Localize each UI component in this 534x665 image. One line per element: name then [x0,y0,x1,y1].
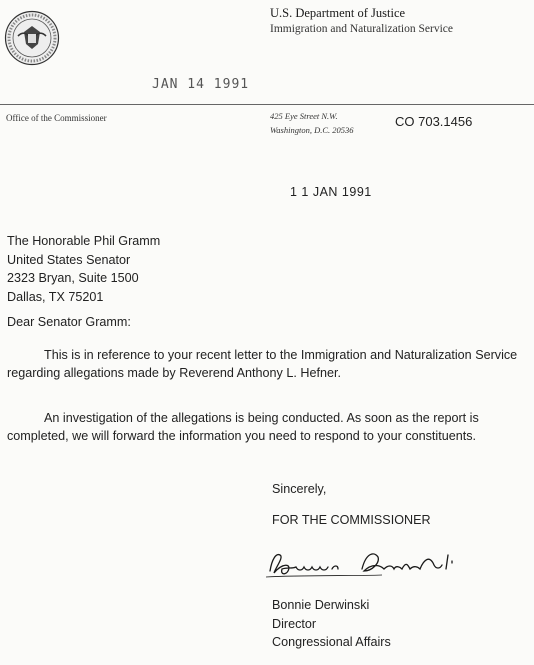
letter-date: 1 1 JAN 1991 [290,185,372,199]
closing: Sincerely, [272,482,327,496]
body-paragraph: This is in reference to your recent letter to the Immigration and Naturalization Service regarding allegations made by Reverend Anthony L. Hefner. [7,348,518,380]
addressee-line: United States Senator [7,252,131,267]
handwritten-signature [262,545,502,581]
office-name: Office of the Commissioner [6,113,107,123]
doj-seal-icon [4,10,60,66]
signer-title: Director [272,616,317,631]
salutation: Dear Senator Gramm: [7,315,131,329]
letterhead-divider [0,104,534,105]
addressee-line: The Honorable Phil Gramm [7,234,161,248]
signer-name: Bonnie Derwinski [272,598,370,612]
address-line-1: 425 Eye Street N.W. [270,111,338,121]
signer-department: Congressional Affairs [272,635,391,649]
signer-block [272,596,391,652]
addressee-block [7,232,160,306]
addressee-line: Dallas, TX 75201 [7,289,104,304]
agency-service-name: Immigration and Naturalization Service [270,23,453,35]
body-paragraph: An investigation of the allegations is being conducted. As soon as the report is completed, we will forward the information you need to respond to your constituents. [7,411,479,443]
for-commissioner-line: FOR THE COMMISSIONER [272,513,431,527]
received-date-stamp: JAN 14 1991 [152,77,250,92]
addressee-line: 2323 Bryan, Suite 1500 [7,271,139,286]
address-line-2: Washington, D.C. 20536 [270,125,354,135]
agency-name: U.S. Department of Justice [270,6,406,20]
reference-number: CO 703.1456 [395,114,473,129]
